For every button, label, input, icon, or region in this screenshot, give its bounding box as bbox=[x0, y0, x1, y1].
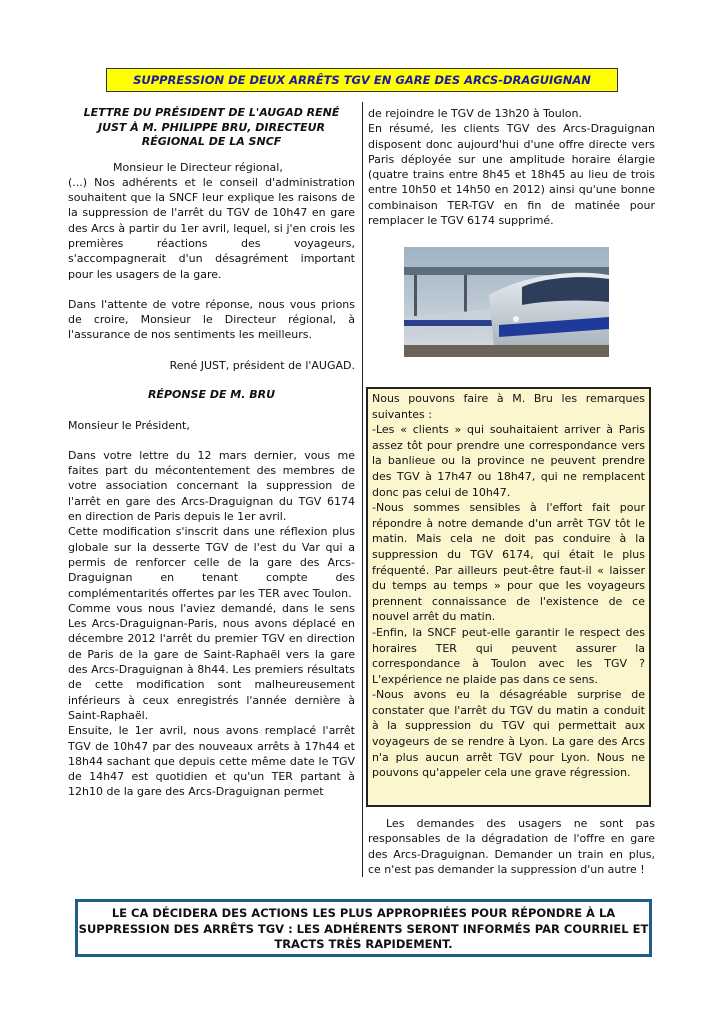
reply-summary: En résumé, les clients TGV des Arcs-Draguignan disposent donc aujourd'hui d'une offre directe vers Paris déployée sur une amplitude horaire élargie (quatre trains entre 8h45 et 18h45 au lieu de trois entre 10h50 et 14h50 en 2012) ainsi qu'une bonne combinaison TER-TGV en fin de matinée pour remplacer le TGV 6174 supprimé. bbox=[368, 122, 655, 228]
reply-paragraph: Comme vous nous l'aviez demandé, dans le sens Les Arcs-Draguignan-Paris, nous avons déplacé en décembre 2012 l'arrêt du premier TGV en direction de Paris de la gare de Saint-Raphaël vers la gare des Arcs-Draguignan à 8h44. Les premiers résultats de cette modification sont malheureusement inférieurs à ceux enregistrés l'année dernière à Saint-Raphaël. bbox=[68, 601, 355, 722]
remark-item: -Enfin, la SNCF peut-elle garantir le respect des horaires TER qui peuvent assurer la correspondance à Toulon avec les TGV ? L'expérience ne plaide pas dans ce sens. bbox=[372, 625, 645, 686]
remark-item: -Nous avons eu la désagréable surprise de constater que l'arrêt du TGV du matin a conduit à la suppression du TGV qui permettait aux voyageurs de se rendre à Lyon. La gare des Arcs n'a plus aucun arrêt TGV pour Lyon. Nous ne pouvons qu'appeler cela une grave régression. bbox=[372, 688, 645, 780]
reply-paragraph: Cette modification s'inscrit dans une réflexion plus globale sur la desserte TGV de l'est du Var qui a permis de renforcer celle de la gare des Arcs-Draguignan en tenant compte des complémentarités offertes par les TER avec Toulon. bbox=[68, 525, 355, 600]
column-divider bbox=[362, 102, 363, 877]
remark-item: -Nous sommes sensibles à l'effort fait pour répondre à notre demande d'un arrêt TGV tôt le matin. Mais cela ne doit pas conduire à la suppression du TGV 6174, qui était le plus fréquenté. Par ailleurs peut-être faut-il « laisser du temps au temps » pour que les voyageurs prennent connaissance de l'existence de ce nouvel arrêt du matin. bbox=[372, 501, 645, 624]
remarks-box bbox=[366, 387, 651, 807]
letter-paragraph: (...) Nos adhérents et le conseil d'administration souhaitent que la SNCF leur explique les raisons de la suppression de l'arrêt du TGV de 10h47 en gare des Arcs à partir du 1er avril, lequel, si j'en crois les premières réactions des voyageurs, s'accompagnerait d'un désagrément important pour les usagers de la gare. bbox=[68, 175, 355, 281]
closing-paragraph-wrapper bbox=[368, 816, 655, 877]
remarks-intro: Nous pouvons faire à M. Bru les remarques suivantes : bbox=[372, 392, 645, 421]
left-column bbox=[68, 106, 355, 800]
page-title-banner: SUPPRESSION DE DEUX ARRÊTS TGV EN GARE DES ARCS-DRAGUIGNAN bbox=[106, 68, 618, 92]
letter-paragraph: Dans l'attente de votre réponse, nous vous prions de croire, Monsieur le Directeur régional, à l'assurance de nos sentiments les meilleurs. bbox=[68, 297, 355, 342]
closing-paragraph: Les demandes des usagers ne sont pas responsables de la dégradation de l'offre en gare des Arcs-Draguignan. Demander un train en plus, ce n'est pas demander la suppression d'un autre ! bbox=[368, 817, 655, 876]
letter-heading: LETTRE DU PRÉSIDENT DE L'AUGAD RENÉ JUST À M. PHILIPPE BRU, DIRECTEUR RÉGIONAL DE LA SNCF bbox=[83, 106, 340, 148]
footer-announcement: LE CA DÉCIDERA DES ACTIONS LES PLUS APPROPRIÉES POUR RÉPONDRE À LA SUPPRESSION DES ARRÊTS TGV : LES ADHÉRENTS SERONT INFORMÉS PAR COURRIEL ET TRACTS TRÈS RAPIDEMENT. bbox=[75, 899, 652, 957]
letter-salutation: Monsieur le Directeur régional, bbox=[113, 160, 283, 174]
right-column bbox=[368, 106, 655, 228]
letter-signature: René JUST, président de l'AUGAD. bbox=[169, 358, 355, 372]
remark-item: -Les « clients » qui souhaitaient arriver à Paris assez tôt pour prendre une correspondance vers la banlieue ou la province ne peuvent prendre des TGV à 17h47 ou 18h47, qui ne remplacent donc pas celui de 10h47. bbox=[372, 423, 645, 499]
reply-paragraph: Dans votre lettre du 12 mars dernier, vous me faites part du mécontentement des membres de votre association concernant la suppression de l'arrêt en gare des Arcs-Draguignan du TGV 6174 en direction de Paris depuis le 1er avril. bbox=[68, 448, 355, 524]
reply-heading: RÉPONSE DE M. BRU bbox=[147, 388, 276, 402]
reply-salutation: Monsieur le Président, bbox=[68, 418, 190, 432]
reply-continuation: de rejoindre le TGV de 13h20 à Toulon. bbox=[368, 107, 582, 120]
reply-paragraph: Ensuite, le 1er avril, nous avons remplacé l'arrêt TGV de 10h47 par des nouveaux arrêts à 17h44 et 18h44 sachant que depuis cette même date le TGV de 14h47 est quotidien et qu'un TER partant à 12h10 de la gare des Arcs-Draguignan permet bbox=[68, 724, 355, 799]
tgv-train-photo bbox=[404, 247, 609, 357]
